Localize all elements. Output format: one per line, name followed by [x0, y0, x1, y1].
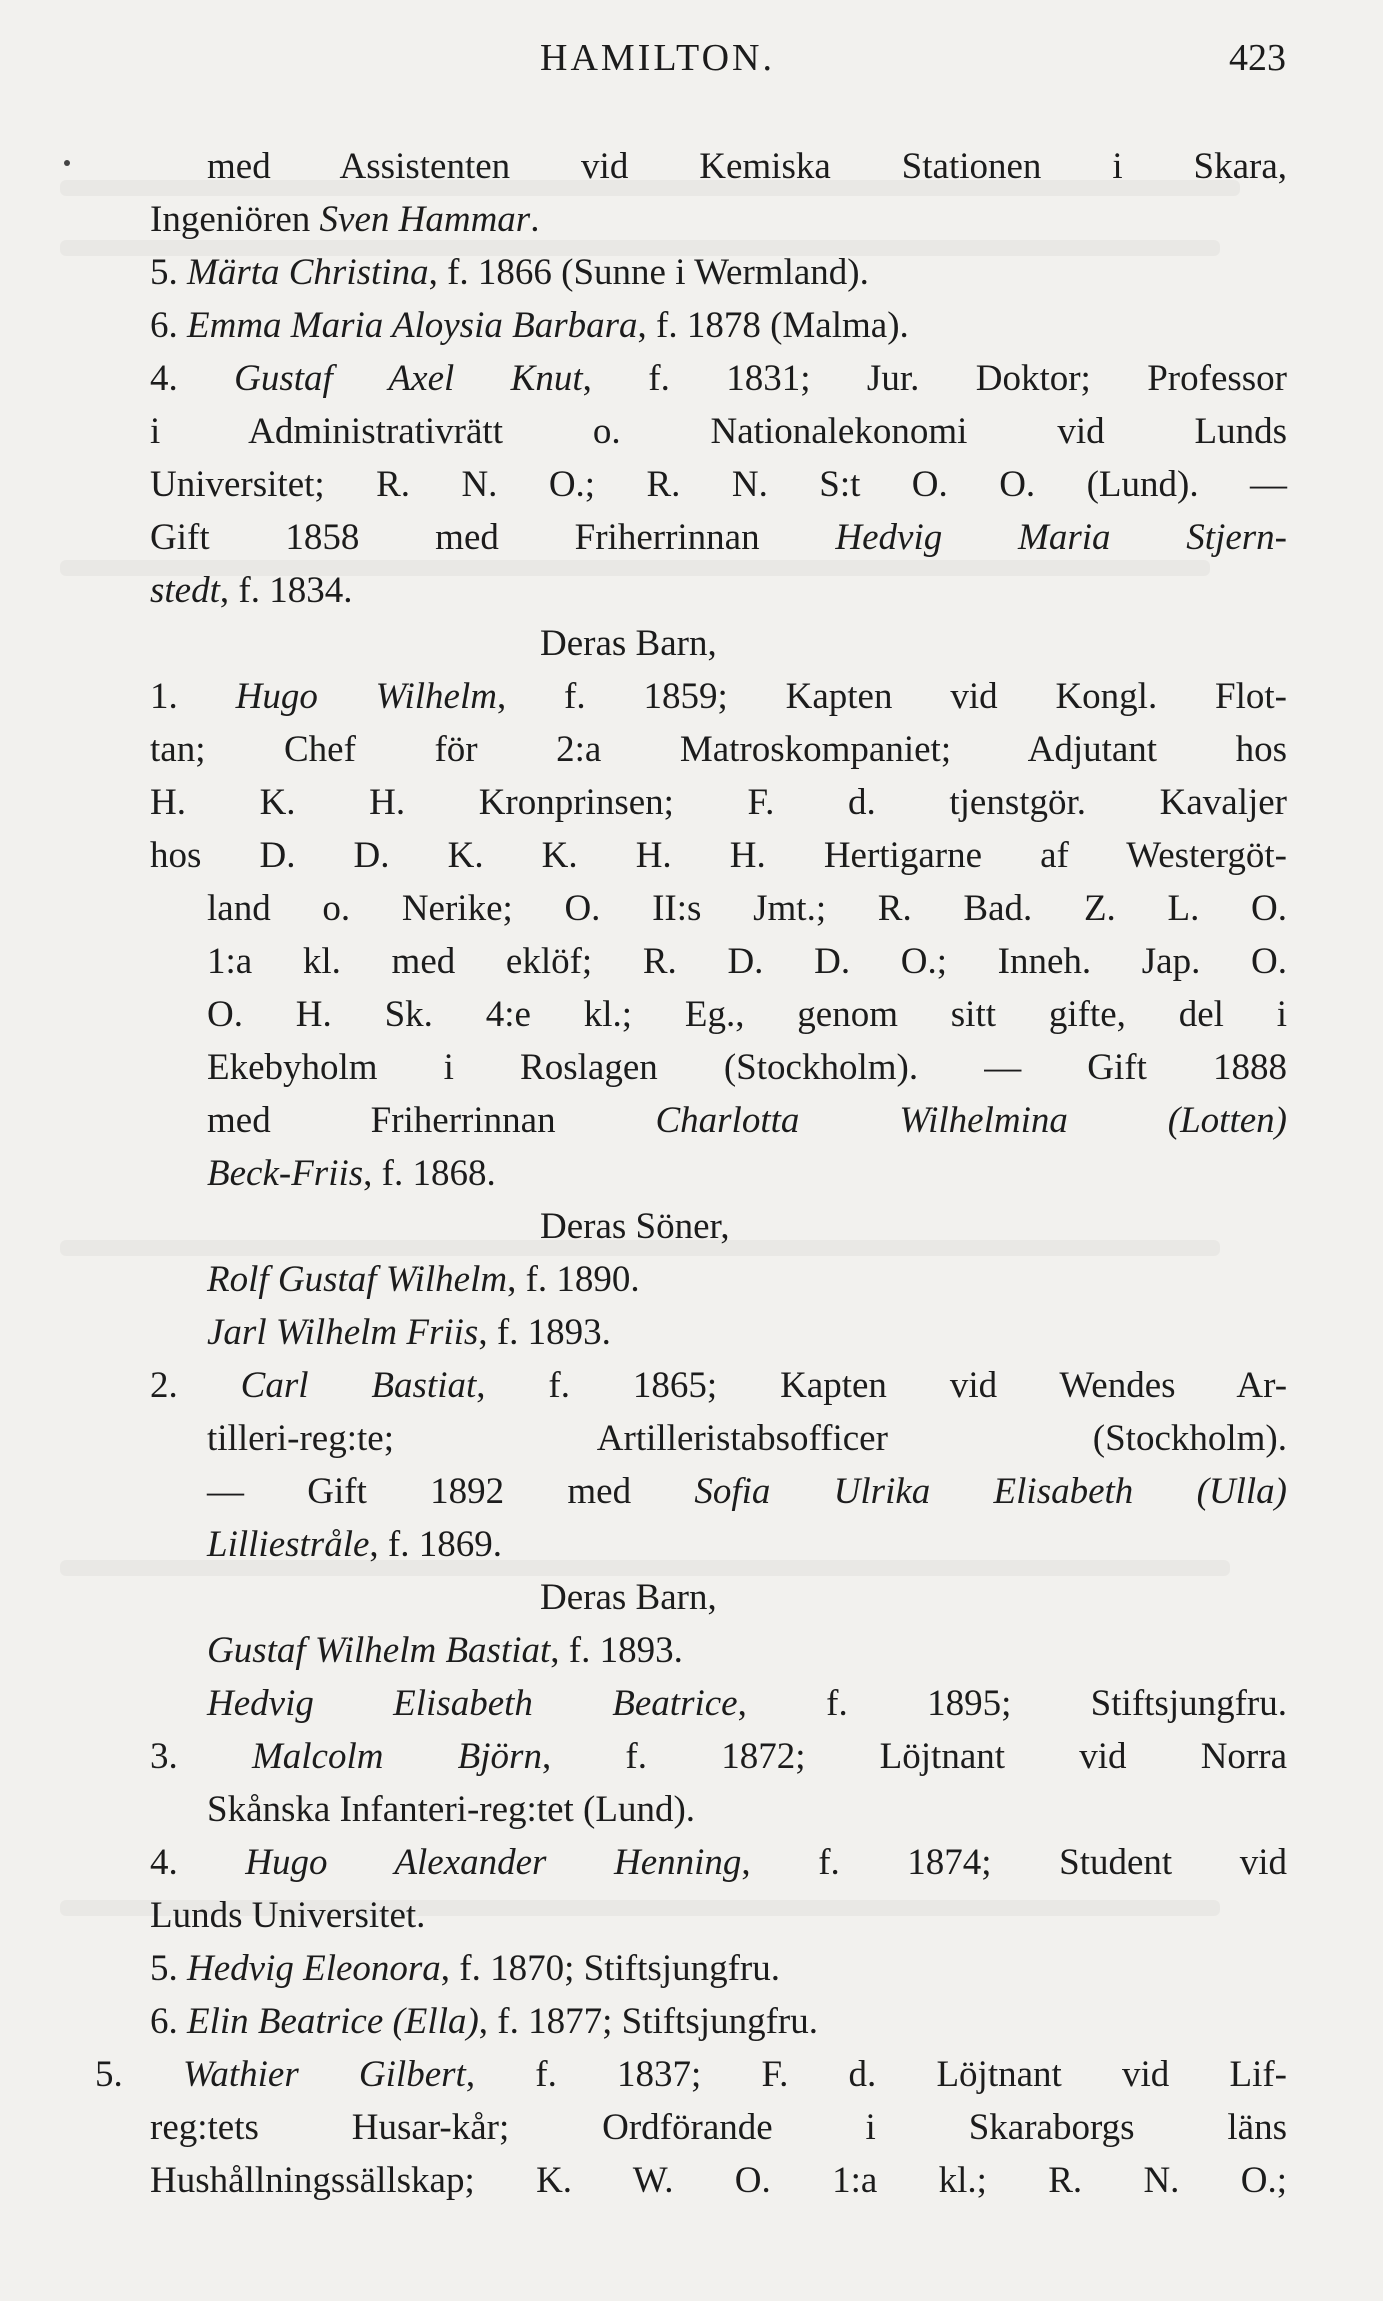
text-segment: , f. 1893. — [550, 1630, 683, 1671]
line-content — [207, 1783, 907, 1836]
text-segment: med Assistenten vid Kemiska Stationen i Skara, — [207, 146, 1287, 187]
line-content — [207, 1253, 907, 1306]
text-segment: , f. 1831; Jur. Doktor; Professor — [582, 358, 1287, 399]
text-line — [0, 1836, 1383, 1889]
text-line — [0, 564, 1383, 617]
text-line — [0, 140, 1383, 193]
text-segment: , f. 1859; Kapten vid Kongl. Flot- — [496, 676, 1288, 717]
line-content — [150, 1995, 950, 2048]
text-line — [0, 193, 1383, 246]
text-line — [0, 1730, 1383, 1783]
name-italic: Elin Beatrice (Ella) — [187, 2001, 479, 2042]
text-segment: Deras Söner, — [540, 1206, 730, 1247]
line-content — [150, 2154, 1287, 2207]
text-line — [0, 776, 1383, 829]
text-segment: 6. — [150, 305, 187, 346]
text-line — [0, 1359, 1383, 1412]
text-line — [0, 1465, 1383, 1518]
text-line — [0, 829, 1383, 882]
text-line — [0, 1147, 1383, 1200]
text-line — [0, 405, 1383, 458]
page-header — [0, 36, 1383, 86]
name-italic: Rolf Gustaf Wilhelm — [207, 1259, 508, 1300]
text-line — [0, 458, 1383, 511]
name-italic: Wathier Gilbert — [182, 2054, 466, 2095]
line-content — [540, 1200, 940, 1253]
text-line — [0, 2048, 1383, 2101]
text-segment: , f. 1870; Stiftsjungfru. — [440, 1948, 780, 1989]
line-content — [540, 617, 940, 670]
name-italic: stedt — [150, 570, 220, 611]
line-content — [150, 670, 1287, 723]
text-segment: tan; Chef för 2:a Matroskompaniet; Adjutant hos — [150, 729, 1287, 770]
text-segment: tilleri-reg:te; Artilleristabsofficer (Stockholm). — [207, 1418, 1287, 1459]
text-segment: , f. 1874; Student vid — [741, 1842, 1287, 1883]
name-italic: Sven Hammar — [319, 199, 531, 240]
name-italic: Gustaf Axel Knut — [234, 358, 583, 399]
name-italic: Lilliestråle — [207, 1524, 370, 1565]
text-segment: , f. 1877; Stiftsjungfru. — [478, 2001, 818, 2042]
text-segment: , f. 1878 (Malma). — [637, 305, 909, 346]
page-body — [0, 140, 1383, 2207]
page-number: 423 — [1229, 37, 1286, 79]
name-italic: Charlotta Wilhelmina (Lotten) — [655, 1100, 1287, 1141]
name-italic: Hugo Wilhelm — [235, 676, 497, 717]
name-italic: Hedvig Elisabeth Beatrice — [207, 1683, 738, 1724]
text-segment: H. K. H. Kronprinsen; F. d. tjenstgör. Kavaljer — [150, 782, 1287, 823]
text-segment: 1:a kl. med eklöf; R. D. D. O.; Inneh. Jap. O. — [207, 941, 1287, 982]
text-segment: , f. 1872; Löjtnant vid Norra — [541, 1736, 1288, 1777]
line-content — [150, 405, 1287, 458]
text-segment: 3. — [150, 1736, 252, 1777]
text-segment: , f. 1837; F. d. Löjtnant vid Lif- — [465, 2054, 1287, 2095]
text-segment: land o. Nerike; O. II:s Jmt.; R. Bad. Z. L. O. — [207, 888, 1287, 929]
name-italic: Märta Christina — [187, 252, 429, 293]
line-content — [150, 352, 1287, 405]
line-content — [150, 511, 1287, 564]
text-line — [0, 1783, 1383, 1836]
text-line — [0, 1041, 1383, 1094]
text-segment: Skånska Infanteri-reg:tet (Lund). — [207, 1789, 696, 1830]
name-italic: Hugo Alexander Henning — [245, 1842, 742, 1883]
line-content — [207, 140, 1287, 193]
line-content — [150, 1359, 1287, 1412]
name-italic: Malcolm Björn — [251, 1736, 542, 1777]
line-content — [207, 1041, 1287, 1094]
line-content — [150, 829, 1287, 882]
name-italic: Emma Maria Aloysia Barbara — [187, 305, 638, 346]
text-segment: Deras Barn, — [540, 1577, 717, 1618]
line-content — [207, 935, 1287, 988]
text-line — [0, 935, 1383, 988]
text-line — [0, 988, 1383, 1041]
name-italic: Hedvig Maria Stjern- — [835, 517, 1288, 558]
text-segment: Gift 1858 med Friherrinnan — [150, 517, 836, 558]
text-segment: med Friherrinnan — [207, 1100, 656, 1141]
line-content — [150, 246, 950, 299]
text-segment: — Gift 1892 med — [207, 1471, 695, 1512]
text-line — [0, 1677, 1383, 1730]
text-segment: 4. — [150, 1842, 246, 1883]
text-segment: hos D. D. K. K. H. H. Hertigarne af Westergöt- — [150, 835, 1287, 876]
text-segment: , f. 1866 (Sunne i Wermland). — [428, 252, 869, 293]
text-segment: 5. — [150, 252, 187, 293]
text-segment: , f. 1890. — [507, 1259, 640, 1300]
text-segment: Lunds Universitet. — [150, 1895, 426, 1936]
text-segment: 5. — [150, 1948, 187, 1989]
line-content — [150, 1889, 550, 1942]
text-segment: 6. — [150, 2001, 187, 2042]
line-content — [150, 299, 950, 352]
line-content — [95, 2048, 1287, 2101]
name-italic: Gustaf Wilhelm Bastiat — [207, 1630, 551, 1671]
text-line — [0, 2154, 1383, 2207]
line-content — [207, 1677, 1287, 1730]
text-segment: O. H. Sk. 4:e kl.; Eg., genom sitt gifte, del i — [207, 994, 1287, 1035]
line-content — [207, 1412, 1287, 1465]
text-segment: . — [530, 199, 540, 240]
running-title: HAMILTON. — [540, 37, 775, 79]
text-segment: Hushållningssällskap; K. W. O. 1:a kl.; R. N. O.; — [150, 2160, 1287, 2201]
text-segment: 2. — [150, 1365, 241, 1406]
name-italic: Carl Bastiat — [240, 1365, 477, 1406]
line-content — [207, 1094, 1287, 1147]
text-line — [0, 1942, 1383, 1995]
name-italic: Jarl Wilhelm Friis — [207, 1312, 479, 1353]
text-line — [0, 1571, 1383, 1624]
text-segment: , f. 1865; Kapten vid Wendes Ar- — [476, 1365, 1288, 1406]
text-segment: , f. 1893. — [478, 1312, 611, 1353]
name-italic: Hedvig Eleonora — [187, 1948, 441, 1989]
text-line — [0, 352, 1383, 405]
text-line — [0, 1995, 1383, 2048]
text-line — [0, 246, 1383, 299]
text-segment: Ekebyholm i Roslagen (Stockholm). — Gift 1888 — [207, 1047, 1287, 1088]
line-content — [540, 1571, 940, 1624]
text-segment: i Administrativrätt o. Nationalekonomi vid Lunds — [150, 411, 1287, 452]
text-line — [0, 1253, 1383, 1306]
line-content — [207, 1465, 1287, 1518]
text-line — [0, 511, 1383, 564]
text-line — [0, 617, 1383, 670]
line-content — [207, 882, 1287, 935]
line-content — [150, 1836, 1287, 1889]
text-line — [0, 1518, 1383, 1571]
line-content — [150, 723, 1287, 776]
text-segment: Universitet; R. N. O.; R. N. S:t O. O. (Lund). — — [150, 464, 1287, 505]
text-line — [0, 1412, 1383, 1465]
text-segment: 1. — [150, 676, 236, 717]
line-content — [207, 1518, 607, 1571]
text-segment: , f. 1869. — [369, 1524, 502, 1565]
text-segment: , f. 1868. — [363, 1153, 496, 1194]
line-content — [150, 776, 1287, 829]
text-segment: 4. — [150, 358, 235, 399]
text-line — [0, 1624, 1383, 1677]
text-line — [0, 1200, 1383, 1253]
text-line — [0, 299, 1383, 352]
text-segment: Ingeniören — [150, 199, 320, 240]
text-segment: 5. — [95, 2054, 183, 2095]
text-line — [0, 2101, 1383, 2154]
text-line — [0, 1889, 1383, 1942]
text-line — [0, 1094, 1383, 1147]
line-content — [207, 988, 1287, 1041]
line-content — [207, 1306, 907, 1359]
line-content — [150, 564, 550, 617]
text-line — [0, 882, 1383, 935]
line-content — [207, 1624, 907, 1677]
name-italic: Sofia Ulrika Elisabeth (Ulla) — [694, 1471, 1287, 1512]
line-content — [150, 458, 1287, 511]
line-content — [207, 1147, 607, 1200]
text-segment: reg:tets Husar-kår; Ordförande i Skaraborgs läns — [150, 2107, 1287, 2148]
text-segment: Deras Barn, — [540, 623, 717, 664]
text-line — [0, 670, 1383, 723]
text-segment: , f. 1834. — [219, 570, 353, 611]
line-content — [150, 193, 750, 246]
text-line — [0, 1306, 1383, 1359]
text-segment: , f. 1895; Stiftsjungfru. — [737, 1683, 1287, 1724]
name-italic: Beck-Friis — [207, 1153, 364, 1194]
line-content — [150, 1942, 950, 1995]
text-line — [0, 723, 1383, 776]
line-content — [150, 2101, 1287, 2154]
line-content — [150, 1730, 1287, 1783]
